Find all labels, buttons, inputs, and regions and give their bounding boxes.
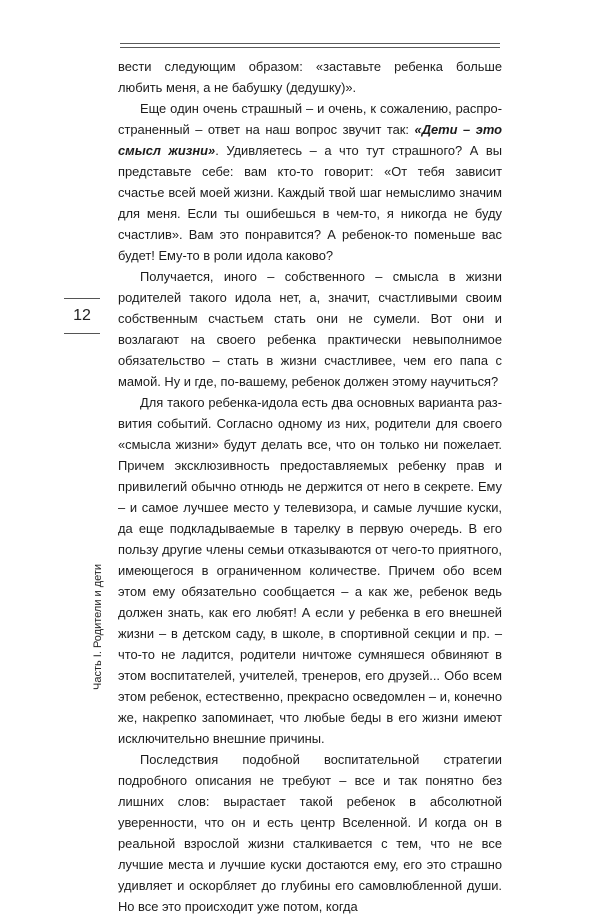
paragraph-2: [118, 98, 502, 266]
paragraph-2-start: Еще один очень страшный – и очень, к сожалению, распространенный – ответ на наш вопрос звучит так:: [118, 101, 502, 137]
paragraph-2-emphasis: «Дети – это смысл жизни»: [118, 122, 502, 158]
paragraph-4: Для такого ребенка-идола есть два основных варианта развития событий. Согласно одному из них, родители для своего «смысла жизни» будут делать все, что он только ни пожелает. Причем эксклюзивность предоставляемых ребенку прав и привилегий обычно отнюдь не держится от него в секрете. Ему – и самое лучшее место у телевизора, и самые лучшие куски, да еще подкладываемые в тарелку в первую очередь. В его пользу другие члены семьи отказываются от чего-то приятного, имеющегося в ограниченном количестве. Причем обо всем этом ему обязательно сообщается – а как же, ребенок ведь должен знать, как его любят! А если у ребенка в его внешней жизни – в детском саду, в школе, в спортивной секции и пр. – что-то не ладится, родители ничтоже сумняшеся обвиняют в этом воспитателей, учителей, тренеров, его друзей... Обо всем этом ребенок, естественно, прекрасно осведомлен – и, конечно же, накрепко запоминает, что любые беды в его жизни имеют исключительно внешние причины.: [118, 395, 502, 746]
page-number-block: [64, 298, 100, 334]
top-rule-inner: [120, 47, 500, 48]
paragraph-2-end: . Удивляетесь – а что тут страшного? А вы представьте себе: вам кто-то говорит: «От тебя зависит счастье всей моей жизни. Каждый твой шаг немыслимо значим для меня. Если ты ошибешься в чем-то, я никогда не буду счастлив». Вам это понравится? А ребенок-то поменьше вас будет! Ему-то в роли идола каково?: [118, 143, 503, 263]
running-head: Часть I. Родители и дети: [92, 563, 104, 690]
paragraph-5: Последствия подобной воспитательной стратегии подробного описания не требуют – все и так понятно без лишних слов: вырастает такой ребенок в абсолютной уверенности, что он и есть центр Вселенной. И когда он в реальной взрослой жизни сталкивается с тем, что не все лучшие места и лучшие куски достаются ему, его это страшно удивляет и оскорбляет до глубины его самовлюбленной души. Но все это происходит уже потом, когда: [118, 752, 502, 914]
page-number-rule-bottom: [64, 333, 100, 334]
paragraph-3: Получается, иного – собственного – смысла в жизни родителей такого идола нет, а, значит, счастливыми своим собственным счастьем стать они не сумели. Вот они и возлагают на своего ребенка практически невыполнимое обязательство – стать в жизни счастливее, чем его папа с мамой. Ну и где, по-вашему, ребенок должен этому научиться?: [118, 269, 502, 389]
paragraph-1: вести следующим образом: «заставьте ребенка больше любить меня, а не бабушку (дедушку)».: [118, 59, 502, 95]
top-rule: [120, 43, 500, 44]
page-number: 12: [73, 307, 91, 324]
body-text: [118, 56, 502, 917]
